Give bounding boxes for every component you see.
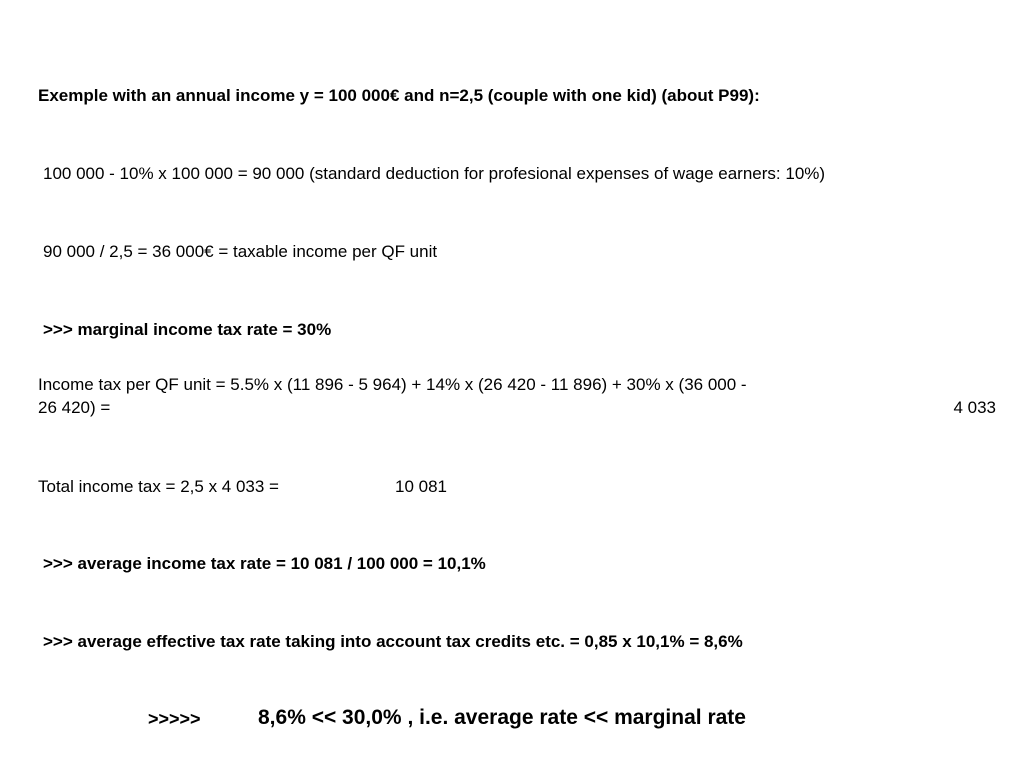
conclusion-arrows: >>>>> [148, 709, 201, 729]
tax-per-unit-formula-line2: 26 420) = [38, 398, 111, 417]
average-rate-statement: >>> average income tax rate = 10 081 / 100 000 = 10,1% [43, 554, 486, 573]
total-tax-label: Total income tax = 2,5 x 4 033 = [38, 477, 279, 496]
marginal-rate-statement: >>> marginal income tax rate = 30% [43, 320, 332, 339]
example-heading: Exemple with an annual income y = 100 000€ and n=2,5 (couple with one kid) (about P99): [38, 86, 760, 105]
tax-per-unit-formula-line1: Income tax per QF unit = 5.5% x (11 896 - 5 964) + 14% x (26 420 - 11 896) + 30% x (36 000 - [38, 375, 747, 394]
effective-rate-statement: >>> average effective tax rate taking into account tax credits etc. = 0,85 x 10,1% = 8,6% [43, 632, 743, 651]
tax-per-unit-value: 4 033 [953, 398, 996, 417]
deduction-calculation: 100 000 - 10% x 100 000 = 90 000 (standard deduction for profesional expenses of wage earners: 10%) [43, 164, 826, 183]
conclusion-statement: 8,6% << 30,0% , i.e. average rate << marginal rate [258, 706, 746, 729]
total-tax-value: 10 081 [395, 477, 447, 496]
tax-per-unit-calculation [38, 373, 996, 421]
taxable-income-calculation: 90 000 / 2,5 = 36 000€ = taxable income per QF unit [43, 242, 438, 261]
